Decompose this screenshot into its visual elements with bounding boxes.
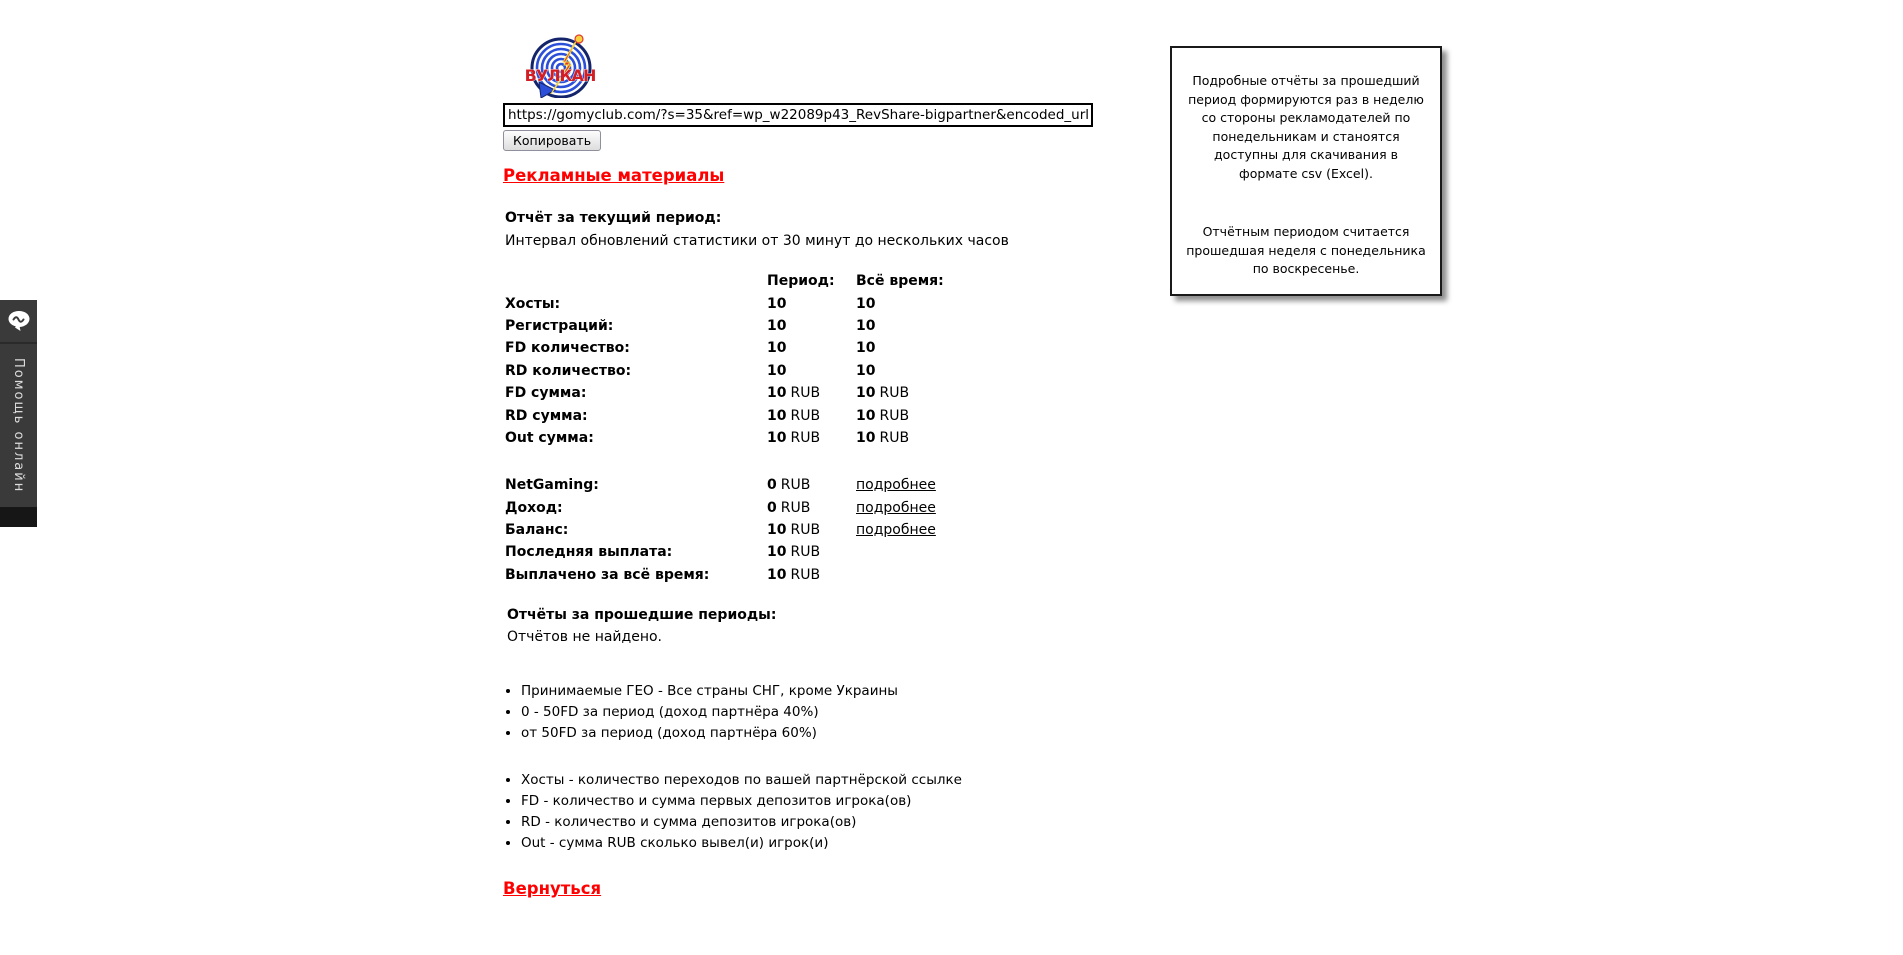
stats-table bbox=[505, 270, 1025, 449]
table-row bbox=[505, 382, 1025, 404]
update-interval-note: Интервал обновлений статистики от 30 минут до нескольких часов bbox=[505, 233, 1009, 249]
stat-alltime-value: 10 bbox=[856, 340, 876, 357]
stat-period-value: 10 bbox=[767, 317, 787, 334]
promo-materials-link[interactable]: Рекламные материалы bbox=[503, 166, 725, 185]
finance-table bbox=[505, 474, 1025, 586]
stat-unit: RUB bbox=[790, 407, 821, 424]
column-period: Период: bbox=[767, 273, 835, 290]
chat-bubble-icon bbox=[7, 310, 31, 332]
stat-period-value: 10 bbox=[767, 429, 787, 446]
details-link[interactable]: подробнее bbox=[856, 477, 936, 494]
stat-unit: RUB bbox=[790, 429, 821, 446]
stat-unit: RUB bbox=[879, 407, 910, 424]
stat-alltime-value: 10 bbox=[856, 385, 876, 402]
finance-value: 0 bbox=[767, 499, 777, 516]
stat-label: FD сумма: bbox=[505, 385, 587, 402]
help-tab-footer bbox=[0, 507, 37, 527]
list-item: • от 50FD за период (доход партнёра 60%) bbox=[521, 725, 898, 741]
stats-header-row bbox=[505, 270, 1025, 292]
copy-button[interactable]: Копировать bbox=[503, 130, 601, 151]
table-row bbox=[505, 404, 1025, 426]
list-item: • RD - количество и сумма депозитов игрока(ов) bbox=[521, 814, 962, 830]
finance-value: 10 bbox=[767, 544, 787, 561]
help-online-tab[interactable] bbox=[0, 300, 37, 527]
finance-unit: RUB bbox=[780, 499, 811, 516]
table-row bbox=[505, 541, 1025, 563]
weekly-reports-info-box bbox=[1170, 46, 1442, 296]
table-row bbox=[505, 315, 1025, 337]
table-row bbox=[505, 564, 1025, 586]
table-row bbox=[505, 496, 1025, 518]
column-alltime: Всё время: bbox=[856, 273, 944, 290]
help-online-label: Помощь онлайн bbox=[11, 357, 26, 494]
geo-terms-list bbox=[507, 683, 898, 746]
info-paragraph: Подробные отчёты за прошедший период формируются раз в неделю со стороны рекламодателей по понедельникам и станоятся доступны для скачивания в формате csv (Excel). bbox=[1188, 73, 1424, 181]
stat-unit: RUB bbox=[879, 385, 910, 402]
vulkan-logo-image bbox=[523, 30, 597, 98]
stat-unit: RUB bbox=[879, 429, 910, 446]
details-link[interactable]: подробнее bbox=[856, 499, 936, 516]
finance-label: Баланс: bbox=[505, 521, 569, 538]
finance-value: 0 bbox=[767, 477, 777, 494]
stat-alltime-value: 10 bbox=[856, 317, 876, 334]
stat-period-value: 10 bbox=[767, 362, 787, 379]
stat-label: Хосты: bbox=[505, 295, 561, 312]
finance-value: 10 bbox=[767, 521, 787, 538]
table-row bbox=[505, 474, 1025, 496]
stat-unit: RUB bbox=[790, 385, 821, 402]
stat-alltime-value: 10 bbox=[856, 295, 876, 312]
past-periods-empty: Отчётов не найдено. bbox=[507, 629, 662, 645]
stat-label: RD сумма: bbox=[505, 407, 588, 424]
stat-alltime-value: 10 bbox=[856, 362, 876, 379]
current-period-heading: Отчёт за текущий период: bbox=[505, 210, 722, 226]
stat-period-value: 10 bbox=[767, 385, 787, 402]
finance-label: Последняя выплата: bbox=[505, 544, 673, 561]
list-item: • Принимаемые ГЕО - Все страны СНГ, кроме Украины bbox=[521, 683, 898, 699]
logo-text: ВУЛКАН bbox=[524, 66, 596, 85]
finance-label: NetGaming: bbox=[505, 477, 599, 494]
stat-label: RD количество: bbox=[505, 362, 632, 379]
info-paragraph: Отчётным периодом считается прошедшая неделя с понедельника по воскресенье. bbox=[1186, 224, 1426, 276]
finance-label: Выплачено за всё время: bbox=[505, 566, 710, 583]
stat-alltime-value: 10 bbox=[856, 429, 876, 446]
table-row bbox=[505, 427, 1025, 449]
vulkan-logo bbox=[523, 30, 597, 98]
stat-label: FD количество: bbox=[505, 340, 630, 357]
finance-unit: RUB bbox=[790, 544, 821, 561]
finance-label: Доход: bbox=[505, 499, 563, 516]
list-item: • Out - сумма RUB сколько вывел(и) игрок(и) bbox=[521, 835, 962, 851]
table-row bbox=[505, 292, 1025, 314]
back-link[interactable]: Вернуться bbox=[503, 879, 602, 898]
details-link[interactable]: подробнее bbox=[856, 521, 936, 538]
finance-unit: RUB bbox=[790, 521, 821, 538]
stat-period-value: 10 bbox=[767, 407, 787, 424]
table-row bbox=[505, 337, 1025, 359]
table-row bbox=[505, 360, 1025, 382]
stat-period-value: 10 bbox=[767, 295, 787, 312]
finance-unit: RUB bbox=[780, 477, 811, 494]
list-item: • 0 - 50FD за период (доход партнёра 40%) bbox=[521, 704, 898, 720]
stat-label: Out сумма: bbox=[505, 429, 594, 446]
finance-value: 10 bbox=[767, 566, 787, 583]
glossary-list bbox=[507, 772, 962, 856]
stat-period-value: 10 bbox=[767, 340, 787, 357]
stat-alltime-value: 10 bbox=[856, 407, 876, 424]
finance-unit: RUB bbox=[790, 566, 821, 583]
referral-url-input[interactable] bbox=[503, 103, 1093, 127]
table-row bbox=[505, 519, 1025, 541]
stat-label: Регистраций: bbox=[505, 317, 614, 334]
list-item: • Хосты - количество переходов по вашей партнёрской ссылке bbox=[521, 772, 962, 788]
past-periods-heading: Отчёты за прошедшие периоды: bbox=[507, 607, 777, 623]
list-item: • FD - количество и сумма первых депозитов игрока(ов) bbox=[521, 793, 962, 809]
help-online-label-wrap bbox=[0, 344, 37, 507]
help-icon-box bbox=[0, 300, 37, 344]
